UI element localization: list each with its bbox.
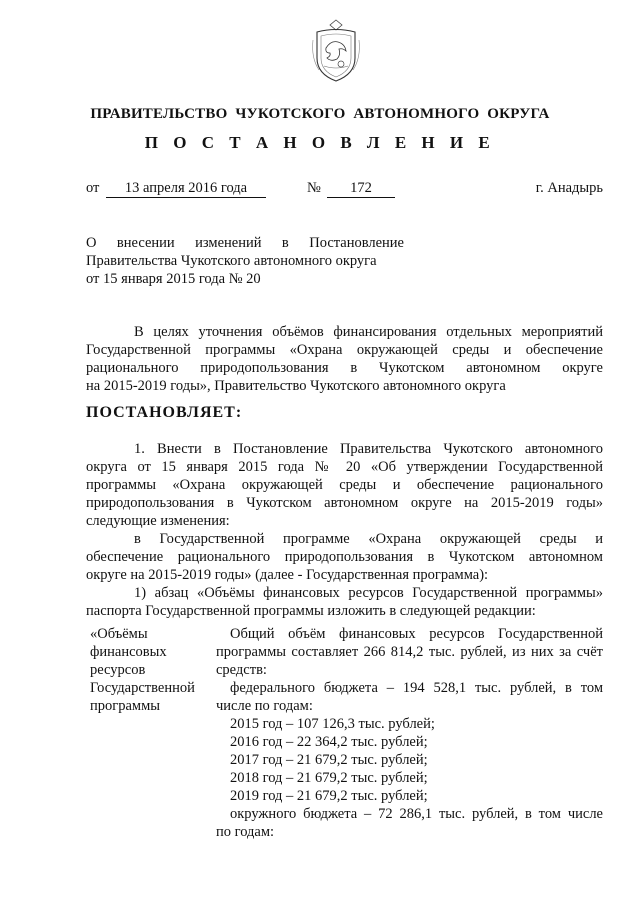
paragraph-line: 1) абзац «Объёмы финансовых ресурсов Государственной программы» (134, 585, 603, 601)
value-line: программы составляет 266 814,2 тыс. рублей, из них за счёт (216, 644, 603, 660)
decree-subject (86, 234, 404, 288)
value-line: числе по годам: (216, 698, 313, 714)
label-line: Государственной (90, 680, 195, 696)
label-line: «Объёмы (90, 626, 148, 642)
item-1-paragraph (86, 440, 603, 530)
paragraph-line: паспорта Государственной программы изложить в следующей редакции: (86, 603, 536, 619)
date-prefix: от (86, 180, 100, 196)
city: г. Анадырь (535, 180, 603, 196)
paragraph-line: округе на 2015-2019 годы» (далее - Государственная программа): (86, 567, 489, 583)
value-line: по годам: (216, 824, 275, 840)
paragraph-line: следующие изменения: (86, 513, 230, 529)
paragraph-line: округа от 15 января 2015 года № 20 «Об утверждении Государственной (86, 459, 603, 475)
year-line: 2018 год – 21 679,2 тыс. рублей; (230, 770, 428, 786)
item-1-1-paragraph (86, 584, 603, 620)
document-type-title: П О С Т А Н О В Л Е Н И Е (144, 133, 496, 152)
subject-line: О внесении изменений в Постановление (86, 235, 404, 251)
year-line: 2015 год – 107 126,3 тыс. рублей; (230, 716, 435, 732)
paragraph-line: рационального природопользования в Чукотском автономном округе (86, 360, 603, 376)
decree-number-value: 172 (327, 180, 395, 198)
resolves-heading: ПОСТАНОВЛЯЕТ: (86, 404, 243, 421)
paragraph-line: природопользования в Чукотском автономном округе на 2015-2019 годы» (86, 495, 603, 511)
label-line: ресурсов (90, 662, 146, 678)
label-line: финансовых (90, 644, 167, 660)
value-line: средств: (216, 662, 267, 678)
decree-number (327, 180, 395, 198)
item-1-in-paragraph (86, 530, 603, 584)
government-title: ПРАВИТЕЛЬСТВО ЧУКОТСКОГО АВТОНОМНОГО ОКРУГА (90, 106, 550, 122)
paragraph-line: В целях уточнения объёмов финансирования отдельных мероприятий (134, 324, 603, 340)
passport-table-value (216, 625, 603, 841)
year-line: 2016 год – 22 364,2 тыс. рублей; (230, 734, 428, 750)
decree-meta-row (86, 180, 603, 200)
number-label: № (307, 180, 321, 196)
value-line: федерального бюджета – 194 528,1 тыс. рублей, в том (230, 680, 603, 696)
coat-of-arms-icon (309, 18, 363, 84)
paragraph-line: 1. Внести в Постановление Правительства Чукотского автономного (134, 441, 603, 457)
paragraph-line: Государственной программы «Охрана окружающей среды и обеспечение (86, 342, 603, 358)
year-line: 2017 год – 21 679,2 тыс. рублей; (230, 752, 428, 768)
label-line: программы (90, 698, 160, 714)
paragraph-line: в Государственной программе «Охрана окружающей среды и (134, 531, 603, 547)
paragraph-line: на 2015-2019 годы», Правительство Чукотского автономного округа (86, 378, 506, 394)
paragraph-line: программы «Охрана окружающей среды и обеспечение рационального (86, 477, 603, 493)
decree-date (106, 180, 266, 198)
preamble-paragraph (86, 323, 603, 395)
subject-line: Правительства Чукотского автономного округа (86, 253, 377, 269)
year-line: 2019 год – 21 679,2 тыс. рублей; (230, 788, 428, 804)
paragraph-line: обеспечение рационального природопользования в Чукотском автономном (86, 549, 603, 565)
value-line: Общий объём финансовых ресурсов Государственной (230, 626, 603, 642)
value-line: окружного бюджета – 72 286,1 тыс. рублей, в том числе (230, 806, 603, 822)
passport-table-label (90, 625, 205, 715)
subject-line: от 15 января 2015 года № 20 (86, 271, 261, 287)
decree-date-value: 13 апреля 2016 года (106, 180, 266, 198)
